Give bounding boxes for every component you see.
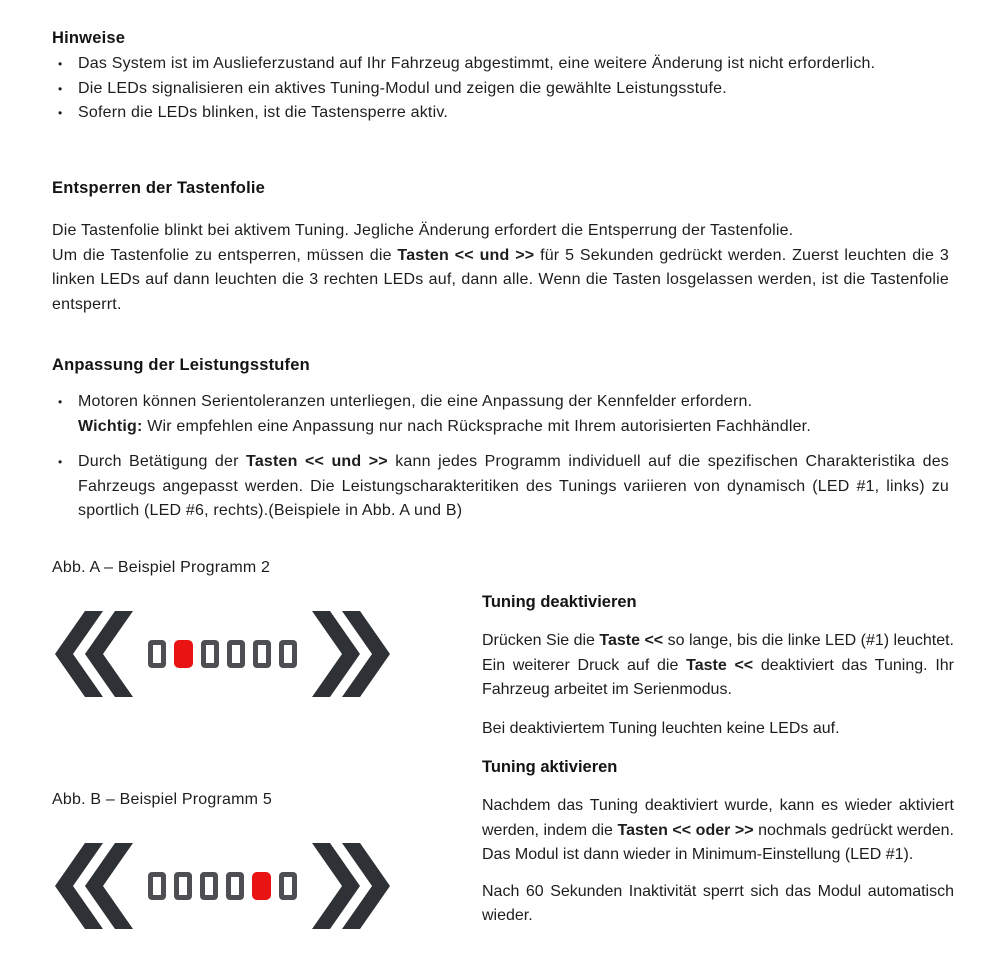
- led-4-off: [227, 640, 245, 668]
- bold-segment: Wichtig:: [78, 417, 143, 435]
- led-5-active: [252, 872, 271, 900]
- paragraph-line: [78, 415, 949, 440]
- anpassung-bullet-list: [52, 390, 949, 524]
- bullet-dot: •: [58, 57, 63, 71]
- text-segment: kann jedes Programm individuell auf die spezifischen Charakteristika des Fahrzeugs angepasst werden. Die Leistungscharakteritiken des Tunings variieren von dynamisch (LED #1, links) zu sportlich (LED #6, rechts).(Beispiele in Abb. A und B): [78, 453, 949, 519]
- double-chevron-left-icon: [55, 843, 133, 929]
- text-segment: Durch Betätigung der: [78, 453, 247, 470]
- bullet-text: [78, 450, 949, 524]
- bold-segment: Tasten << oder >>: [617, 821, 754, 839]
- text-segment: Um die Tastenfolie zu entsperren, müssen die: [52, 246, 398, 264]
- paragraph: [52, 244, 949, 318]
- double-chevron-right-icon: [312, 843, 390, 929]
- paragraph: Bei deaktiviertem Tuning leuchten keine LEDs auf.: [482, 719, 840, 737]
- text-segment: deaktiviert das Tuning. Ihr Fahrzeug arbeitet im Serienmodus.: [482, 656, 954, 698]
- led-row-figure-b: [148, 872, 297, 900]
- section-title-tuning-deaktivieren: Tuning deaktivieren: [482, 593, 637, 611]
- list-item: [52, 390, 949, 439]
- bullet-text: Die LEDs signalisieren ein aktives Tuning-Modul und zeigen die gewählte Leistungsstufe.: [78, 79, 727, 97]
- section-title-entsperren: Entsperren der Tastenfolie: [52, 179, 266, 197]
- double-chevron-left-icon: [55, 611, 133, 697]
- entsperren-paragraph: [52, 219, 949, 317]
- paragraph: [482, 794, 954, 868]
- bold-segment: Taste <<: [599, 632, 664, 649]
- led-display-figure-b: [55, 843, 390, 929]
- section-title-hinweise: Hinweise: [52, 29, 126, 47]
- figure-b-label: Abb. B – Beispiel Programm 5: [52, 791, 272, 808]
- bullet-text: [78, 390, 949, 439]
- section-title-tuning-aktivieren: Tuning aktivieren: [482, 758, 618, 776]
- list-item: [52, 450, 949, 524]
- led-row-figure-a: [148, 640, 297, 668]
- paragraph-line: Die Tastenfolie blinkt bei aktivem Tuning. Jegliche Änderung erfordert die Entsperrung der Tastenfolie.: [52, 222, 794, 239]
- list-item: [52, 77, 949, 102]
- bold-segment: Taste <<: [686, 656, 754, 674]
- led-2-active: [174, 640, 193, 668]
- section-title-anpassung: Anpassung der Leistungsstufen: [52, 356, 310, 374]
- text-segment: nochmals gedrückt werden. Das Modul ist dann wieder in Minimum-Einstellung (LED #1).: [482, 821, 954, 863]
- text-segment: so lange, bis die linke LED (#1) leuchtet. Ein weiterer Druck auf die: [482, 632, 955, 674]
- led-3-off: [201, 640, 219, 668]
- bullet-dot: •: [58, 455, 63, 469]
- bullet-dot: •: [58, 106, 63, 120]
- bold-segment: Tasten << und >>: [397, 246, 535, 264]
- figure-a-label: Abb. A – Beispiel Programm 2: [52, 559, 271, 576]
- list-item: [52, 101, 949, 126]
- led-6-off: [279, 640, 297, 668]
- bullet-text: Sofern die LEDs blinken, ist die Tastensperre aktiv.: [78, 104, 448, 121]
- list-item: [52, 52, 949, 77]
- text-segment: Nachdem das Tuning deaktiviert wurde, kann es wieder aktiviert werden, indem die: [482, 797, 954, 839]
- led-1-off: [148, 640, 166, 668]
- bold-segment: Tasten << und >>: [246, 453, 388, 470]
- led-display-figure-a: [55, 611, 390, 697]
- text-segment: für 5 Sekunden gedrückt werden. Zuerst leuchten die 3 linken LEDs auf dann leuchten die 3 rechten LEDs auf, dann alle. Wenn die Tasten losgelassen werden, ist die Tastenfolie entsperrt.: [52, 246, 949, 313]
- text-segment: Wir empfehlen eine Anpassung nur nach Rücksprache mit Ihrem autorisierten Fachhändler.: [142, 417, 811, 435]
- double-chevron-right-icon: [312, 611, 390, 697]
- bullet-dot: •: [58, 395, 63, 409]
- led-1-off: [148, 872, 166, 900]
- led-3-off: [200, 872, 218, 900]
- paragraph: [482, 629, 954, 703]
- led-5-off: [253, 640, 271, 668]
- hinweise-bullet-list: [52, 52, 949, 126]
- text-segment: Drücken Sie die: [482, 632, 600, 649]
- bullet-text: Das System ist im Auslieferzustand auf Ihr Fahrzeug abgestimmt, eine weitere Änderung ist nicht erforderlich.: [78, 55, 876, 72]
- right-column: [482, 593, 954, 929]
- paragraph-line: Motoren können Serientoleranzen unterliegen, die eine Anpassung der Kennfelder erfordern.: [78, 393, 753, 410]
- led-2-off: [174, 872, 192, 900]
- bullet-dot: •: [58, 81, 63, 96]
- led-4-off: [226, 872, 244, 900]
- led-6-off: [279, 872, 297, 900]
- paragraph: Nach 60 Sekunden Inaktivität sperrt sich das Modul automatisch wieder.: [482, 882, 954, 924]
